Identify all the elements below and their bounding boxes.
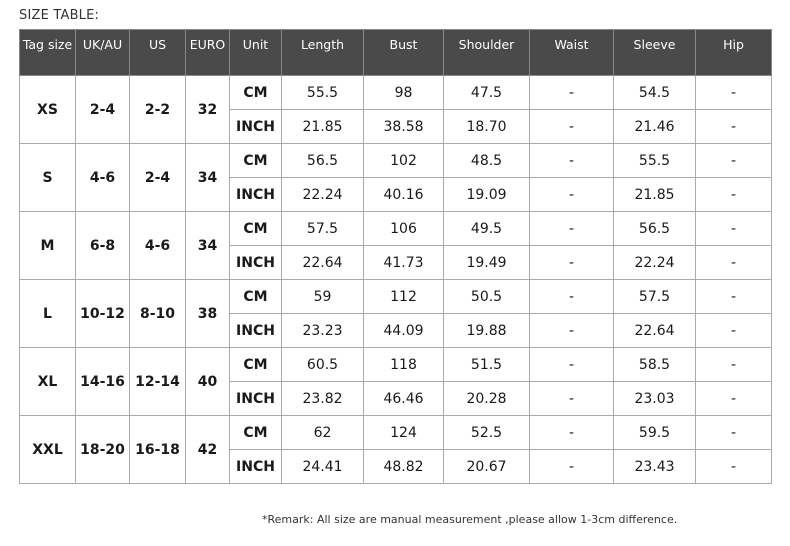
remark-note: *Remark: All size are manual measurement ,please allow 1-3cm difference.: [262, 513, 678, 526]
header-cell: EURO: [186, 30, 230, 76]
waist-cell: -: [530, 246, 614, 280]
tag-size-cell: M: [20, 212, 76, 280]
us-cell: 2-2: [130, 76, 186, 144]
table-row: [20, 144, 772, 178]
hip-cell: -: [696, 280, 772, 314]
length-cell: 21.85: [282, 110, 364, 144]
sleeve-cell: 59.5: [614, 416, 696, 450]
bust-cell: 98: [364, 76, 444, 110]
euro-cell: 38: [186, 280, 230, 348]
shoulder-cell: 19.49: [444, 246, 530, 280]
unit-cell: CM: [230, 144, 282, 178]
hip-cell: -: [696, 110, 772, 144]
sleeve-cell: 58.5: [614, 348, 696, 382]
hip-cell: -: [696, 314, 772, 348]
waist-cell: -: [530, 212, 614, 246]
unit-cell: INCH: [230, 382, 282, 416]
length-cell: 62: [282, 416, 364, 450]
shoulder-cell: 51.5: [444, 348, 530, 382]
header-cell: Unit: [230, 30, 282, 76]
page-title: SIZE TABLE:: [19, 8, 100, 23]
unit-cell: INCH: [230, 110, 282, 144]
header-cell: Sleeve: [614, 30, 696, 76]
tag-size-cell: XS: [20, 76, 76, 144]
table-row: [20, 212, 772, 246]
length-cell: 59: [282, 280, 364, 314]
length-cell: 23.82: [282, 382, 364, 416]
sleeve-cell: 55.5: [614, 144, 696, 178]
waist-cell: -: [530, 416, 614, 450]
length-cell: 22.24: [282, 178, 364, 212]
sleeve-cell: 22.24: [614, 246, 696, 280]
shoulder-cell: 19.88: [444, 314, 530, 348]
us-cell: 16-18: [130, 416, 186, 484]
length-cell: 55.5: [282, 76, 364, 110]
unit-cell: INCH: [230, 450, 282, 484]
unit-cell: CM: [230, 76, 282, 110]
uk-au-cell: 10-12: [76, 280, 130, 348]
waist-cell: -: [530, 450, 614, 484]
hip-cell: -: [696, 178, 772, 212]
unit-cell: CM: [230, 280, 282, 314]
length-cell: 24.41: [282, 450, 364, 484]
unit-cell: INCH: [230, 178, 282, 212]
length-cell: 22.64: [282, 246, 364, 280]
hip-cell: -: [696, 212, 772, 246]
bust-cell: 48.82: [364, 450, 444, 484]
bust-cell: 112: [364, 280, 444, 314]
waist-cell: -: [530, 178, 614, 212]
sleeve-cell: 22.64: [614, 314, 696, 348]
us-cell: 8-10: [130, 280, 186, 348]
length-cell: 56.5: [282, 144, 364, 178]
sleeve-cell: 23.43: [614, 450, 696, 484]
header-row: [20, 30, 772, 76]
header-cell: UK/AU: [76, 30, 130, 76]
length-cell: 57.5: [282, 212, 364, 246]
uk-au-cell: 14-16: [76, 348, 130, 416]
shoulder-cell: 19.09: [444, 178, 530, 212]
sleeve-cell: 21.46: [614, 110, 696, 144]
hip-cell: -: [696, 416, 772, 450]
unit-cell: INCH: [230, 246, 282, 280]
shoulder-cell: 20.28: [444, 382, 530, 416]
shoulder-cell: 20.67: [444, 450, 530, 484]
sleeve-cell: 56.5: [614, 212, 696, 246]
unit-cell: CM: [230, 212, 282, 246]
hip-cell: -: [696, 246, 772, 280]
bust-cell: 40.16: [364, 178, 444, 212]
shoulder-cell: 49.5: [444, 212, 530, 246]
shoulder-cell: 18.70: [444, 110, 530, 144]
euro-cell: 34: [186, 212, 230, 280]
tag-size-cell: S: [20, 144, 76, 212]
size-table: [19, 29, 772, 484]
bust-cell: 124: [364, 416, 444, 450]
bust-cell: 46.46: [364, 382, 444, 416]
bust-cell: 44.09: [364, 314, 444, 348]
bust-cell: 106: [364, 212, 444, 246]
shoulder-cell: 52.5: [444, 416, 530, 450]
waist-cell: -: [530, 76, 614, 110]
table-row: [20, 280, 772, 314]
sleeve-cell: 23.03: [614, 382, 696, 416]
uk-au-cell: 6-8: [76, 212, 130, 280]
length-cell: 23.23: [282, 314, 364, 348]
sleeve-cell: 57.5: [614, 280, 696, 314]
waist-cell: -: [530, 280, 614, 314]
waist-cell: -: [530, 144, 614, 178]
euro-cell: 34: [186, 144, 230, 212]
sleeve-cell: 54.5: [614, 76, 696, 110]
header-cell: US: [130, 30, 186, 76]
waist-cell: -: [530, 348, 614, 382]
header-cell: Shoulder: [444, 30, 530, 76]
table-row: [20, 76, 772, 110]
header-cell: Waist: [530, 30, 614, 76]
uk-au-cell: 2-4: [76, 76, 130, 144]
unit-cell: CM: [230, 348, 282, 382]
euro-cell: 40: [186, 348, 230, 416]
header-cell: Hip: [696, 30, 772, 76]
shoulder-cell: 50.5: [444, 280, 530, 314]
waist-cell: -: [530, 382, 614, 416]
shoulder-cell: 48.5: [444, 144, 530, 178]
unit-cell: INCH: [230, 314, 282, 348]
euro-cell: 32: [186, 76, 230, 144]
hip-cell: -: [696, 382, 772, 416]
sleeve-cell: 21.85: [614, 178, 696, 212]
unit-cell: CM: [230, 416, 282, 450]
waist-cell: -: [530, 314, 614, 348]
us-cell: 4-6: [130, 212, 186, 280]
hip-cell: -: [696, 348, 772, 382]
shoulder-cell: 47.5: [444, 76, 530, 110]
bust-cell: 38.58: [364, 110, 444, 144]
euro-cell: 42: [186, 416, 230, 484]
table-row: [20, 348, 772, 382]
tag-size-cell: L: [20, 280, 76, 348]
length-cell: 60.5: [282, 348, 364, 382]
tag-size-cell: XXL: [20, 416, 76, 484]
header-cell: Tag size: [20, 30, 76, 76]
hip-cell: -: [696, 76, 772, 110]
header-cell: Bust: [364, 30, 444, 76]
hip-cell: -: [696, 450, 772, 484]
tag-size-cell: XL: [20, 348, 76, 416]
us-cell: 2-4: [130, 144, 186, 212]
table-row: [20, 416, 772, 450]
header-cell: Length: [282, 30, 364, 76]
us-cell: 12-14: [130, 348, 186, 416]
hip-cell: -: [696, 144, 772, 178]
uk-au-cell: 4-6: [76, 144, 130, 212]
bust-cell: 102: [364, 144, 444, 178]
bust-cell: 118: [364, 348, 444, 382]
waist-cell: -: [530, 110, 614, 144]
uk-au-cell: 18-20: [76, 416, 130, 484]
bust-cell: 41.73: [364, 246, 444, 280]
